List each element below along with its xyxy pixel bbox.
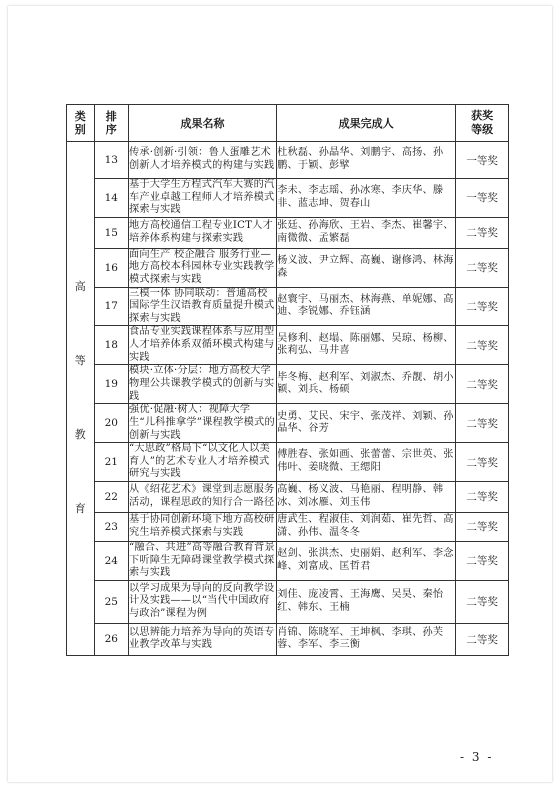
level-cell: 二等奖 [456, 443, 509, 482]
level-cell: 二等奖 [456, 217, 509, 248]
order-cell: 25 [94, 580, 128, 623]
order-cell: 21 [94, 443, 128, 482]
order-cell: 20 [94, 404, 128, 443]
category-char: 教 [74, 428, 86, 442]
table-row [67, 541, 509, 580]
header-order: 排序 [94, 105, 128, 142]
header-name: 成果名称 [128, 105, 276, 142]
people-cell: 张廷、孙海欣、王岩、李杰、崔馨宇、南微微、孟繁磊 [277, 217, 456, 248]
table-header-row [67, 105, 509, 142]
header-category: 类别 [67, 105, 95, 142]
level-cell: 二等奖 [456, 481, 509, 512]
level-cell: 二等奖 [456, 580, 509, 623]
table-body [67, 142, 509, 656]
people-cell: 史勇、艾民、宋宇、张茂祥、刘颖、孙晶华、谷芳 [277, 404, 456, 443]
level-cell: 一等奖 [456, 142, 509, 179]
level-cell: 二等奖 [456, 326, 509, 365]
order-cell: 22 [94, 481, 128, 512]
level-cell: 二等奖 [456, 623, 509, 655]
table-row [67, 443, 509, 482]
people-cell: 高巍、杨义波、马艳丽、程明静、韩冰、刘冰雁、刘玉伟 [277, 481, 456, 512]
category-char: 高 [74, 280, 86, 294]
order-cell: 14 [94, 179, 128, 218]
people-cell: 杜秋磊、孙晶华、刘鹏宇、高扬、孙鹏、于颖、彭擘 [277, 142, 456, 179]
order-cell: 16 [94, 248, 128, 287]
name-cell: 地方高校通信工程专业ICT人才培养体系构建与探索实践 [128, 217, 276, 248]
table-row [67, 365, 509, 404]
order-cell: 15 [94, 217, 128, 248]
people-cell: 赵剑、张洪杰、史丽娟、赵利军、李念峰、刘富成、匡哲君 [277, 541, 456, 580]
name-cell: 基于大学生方程式汽车大赛的汽车产业卓越工程师人才培养模式探索与实践 [128, 179, 276, 218]
category-char: 等 [74, 354, 86, 368]
order-cell: 19 [94, 365, 128, 404]
level-cell: 二等奖 [456, 541, 509, 580]
order-cell: 18 [94, 326, 128, 365]
name-cell: 强优·促融·树人：视障大学生“儿科推拿学”课程教学模式的创新与实践 [128, 404, 276, 443]
table-row [67, 142, 509, 179]
people-cell: 毕冬梅、赵利军、刘淑杰、乔靓、胡小颖、刘兵、杨硕 [277, 365, 456, 404]
table-row [67, 512, 509, 541]
name-cell: 从《绍花艺术》课堂到志愿服务活动，课程思政的知行合一路径 [128, 481, 276, 512]
header-level: 获奖等级 [456, 105, 509, 142]
table-row [67, 326, 509, 365]
name-cell: 食品专业实践课程体系与应用型人才培养体系双循环模式构建与实践 [128, 326, 276, 365]
order-cell: 17 [94, 287, 128, 326]
name-cell: 模块·立体·分层：地方高校大学物理公共课教学模式的创新与实践 [128, 365, 276, 404]
name-cell: 以思辨能力培养为导向的英语专业教学改革与实践 [128, 623, 276, 655]
category-char: 育 [74, 502, 86, 516]
table-row [67, 179, 509, 218]
table-row [67, 623, 509, 655]
name-cell: 以学习成果为导向的反向教学设计及实践——以“当代中国政府与政治”课程为例 [128, 580, 276, 623]
people-cell: 刘佳、庞凌霄、王海鹰、吴昊、秦怡红、韩东、王楠 [277, 580, 456, 623]
name-cell: 基于协同创新环境下地方高校研究生培养模式探索与实践 [128, 512, 276, 541]
people-cell: 李未、李志瑶、孙冰寒、李庆华、滕非、蓝志坤、贺春山 [277, 179, 456, 218]
table-row [67, 248, 509, 287]
people-cell: 唐武生、程淑佳、刘润茹、崔先哲、高潇、孙伟、温冬冬 [277, 512, 456, 541]
name-cell: 面向生产 校企融合 服务行业—地方高校本科园林专业实践教学模式探索与实践 [128, 248, 276, 287]
name-cell: “融合、共进”高等融合教育背景下听障生无障碍课堂教学模式探索与实践 [128, 541, 276, 580]
level-cell: 二等奖 [456, 365, 509, 404]
page-number: - 3 - [460, 750, 494, 764]
header-people: 成果完成人 [277, 105, 456, 142]
table-row [67, 481, 509, 512]
level-cell: 二等奖 [456, 404, 509, 443]
table-row [67, 287, 509, 326]
table-row [67, 580, 509, 623]
people-cell: 吴修利、赵塌、陈丽娜、吴琼、杨柳、张莉弘、马井喜 [277, 326, 456, 365]
table-row [67, 217, 509, 248]
name-cell: “大思政”格局下“以文化人以美育人”的艺术专业人才培养模式研究与实践 [128, 443, 276, 482]
level-cell: 二等奖 [456, 512, 509, 541]
order-cell: 24 [94, 541, 128, 580]
document-page [8, 6, 552, 782]
order-cell: 26 [94, 623, 128, 655]
level-cell: 二等奖 [456, 287, 509, 326]
order-cell: 23 [94, 512, 128, 541]
name-cell: 传承·创新·引领：鲁人蛋雕艺术创新人才培养模式的构建与实践 [128, 142, 276, 179]
people-cell: 肖锦、陈晓军、王坤枫、李琪、孙芙蓉、李军、李三衡 [277, 623, 456, 655]
order-cell: 13 [94, 142, 128, 179]
name-cell: 三模一体 协同联动：普通高校国际学生汉语教育质量提升模式探索与实践 [128, 287, 276, 326]
level-cell: 二等奖 [456, 248, 509, 287]
people-cell: 杨义波、尹立辉、高巍、谢修鸿、林海森 [277, 248, 456, 287]
table-row [67, 404, 509, 443]
people-cell: 傅胜春、张如画、张蕾蕾、宗世英、张伟叶、姜晓微、王缌阳 [277, 443, 456, 482]
category-cell [67, 142, 95, 656]
level-cell: 一等奖 [456, 179, 509, 218]
people-cell: 赵寰宇、马丽杰、林海燕、单妮娜、高迪、李锐娜、乔钰涵 [277, 287, 456, 326]
awards-table [66, 104, 509, 656]
